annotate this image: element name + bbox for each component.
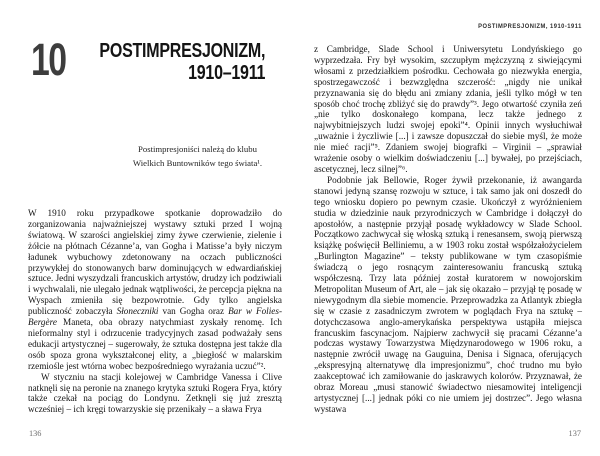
epigraph-line2: Wielkich Buntowników tego świata¹. [132,157,263,168]
chapter-title-line2: 1910–1911 [187,61,265,84]
paragraph: W styczniu na stacji kolejowej w Cambridge Vanessa i Clive natknęli się na peronie na znanego krytyka sztuki Rogera Frya, który także czekał na pociąg do Londynu. Zetknęli się już zresztą wcześniej – ich kręgi towarzyskie się przenikały – a sława Frya [28,371,282,415]
left-body-text [28,208,282,415]
chapter-title-line1: POSTIMPRESJONIZM, [99,40,265,62]
chapter-number: 10 [31,34,66,85]
running-head: POSTIMPRESJONIZM, 1910-1911 [478,23,582,30]
paragraph: z Cambridge, Slade School i Uniwersytetu Londyńskiego go wyprzedzała. Fry był wysokim, szczupłym mężczyzną z siwiejącymi włosami z przedziałkiem pośrodku. Cechowała go niezwykła energia, spostrzegawczość i bezwzględna szczerość: „nigdy nie unikał przyznawania się do błędu ani zmiany zdania, jeśli tylko mógł w ten sposób choć trochę zbliżyć się do prawdy”³. Jego otwartość czyniła zeń „nie tylko doskonałego kompana, lecz także jednego z najwybitniejszych ludzi swojej epoki”⁴. Opinii innych wysłuchiwał „uważnie i życzliwie [...] i zawsze dopuszczał do siebie myśl, że może nie mieć racji”⁵. Zdaniem swojej biografki – Virginii – „sprawiał wrażenie osoby o wielkim doświadczeniu [...] bywałej, po przejściach, ascetycznej, lecz silnej”⁶. [314,44,582,174]
page-number-left: 136 [29,429,42,438]
paragraph: W 1910 roku przypadkowe spotkanie doprowadziło do zorganizowania najważniejszej wystawy sztuki przed I wojną światową. W szarości angielskiej zimy żywe czerwienie, zielenie i żółcie na płótnach Cézanne’a, van Gogha i Matisse’a były niczym ładunek wybuchowy zdetonowany na oczach publiczności przywykłej do stonowanych barw dominujących w edwardiańskiej sztuce. Jedni wyszydzali francuskich artystów, drudzy ich podziwiali i wychwalali, nie ulegało jednak wątpliwości, że percepcja piękna na Wyspach zmieniła się bezpowrotnie. Gdy tylko angielska publiczność zobaczyła Słoneczniki van Gogha oraz Bar w Folies-Bergère Maneta, oba obrazy natychmiast zyskały renomę. Ich nieformalny styl i odrzucenie tradycyjnych zasad podważały sens edukacji artystycznej – sugerowały, że sztuka dostępna jest także dla osób spoza grona wykształconej elity, a „biegłość w malarskim rzemiośle jest wtórna wobec bezpośredniego wyrażania uczuć”². [28,208,283,371]
epigraph-line1: Postimpresjoniści należą do klubu [138,144,257,154]
page-right [300,0,600,456]
page-number-right: 137 [568,429,581,438]
chapter-title [99,41,265,84]
right-body-text [314,44,582,415]
epigraph [100,143,295,170]
paragraph: Podobnie jak Bellowie, Roger żywił przekonanie, iż awangarda stanowi jedyną szansę rozwoju w sztuce, i tak samo jak oni doszedł do tego wniosku dopiero po pewnym czasie. Ukończył z wyróżnieniem studia w dziedzinie nauk przyrodniczych w Cambridge i dołączył do apostołów, a następnie przyjął posadę wykładowcy w Slade School. Początkowo zachwycał się włoską sztuką i renesansem, swoją pierwszą książkę poświęcił Belliniemu, a w 1903 roku został współzałożycielem „Burlington Magazine” – teksty publikowane w tym czasopiśmie świadczą o jego rosnącym zainteresowaniu francuską sztuką współczesną. Trzy lata później został kuratorem w nowojorskim Metropolitan Museum of Art, ale – jak się okazało – przyjął tę posadę w niewygodnym dla siebie momencie. Przeprowadzka za Atlantyk zbiegła się w czasie z zasadniczym zwrotem w poglądach Frya na sztukę – dotychczasowa anglo-amerykańska perspektywa ustąpiła miejsca francuskim fascynacjom. Najpierw zachwycił się pracami Cézanne’a podczas wystawy Towarzystwa Międzynarodowego w 1906 roku, a następnie zwrócił uwagę na Gauguina, Denisa i Signaca, oferujących „ekspresyjną alternatywę dla impresjonizmu”, choć trudno mu było zaakceptować ich zamiłowanie do jaskrawych kolorów. Przyznawał, że obraz Moreau „musi stanowić świadectwo niesamowitej inteligencji artystycznej [...] jednak póki co nie umiem jej dostrzec”. Jego własna wystawa [314,174,582,414]
